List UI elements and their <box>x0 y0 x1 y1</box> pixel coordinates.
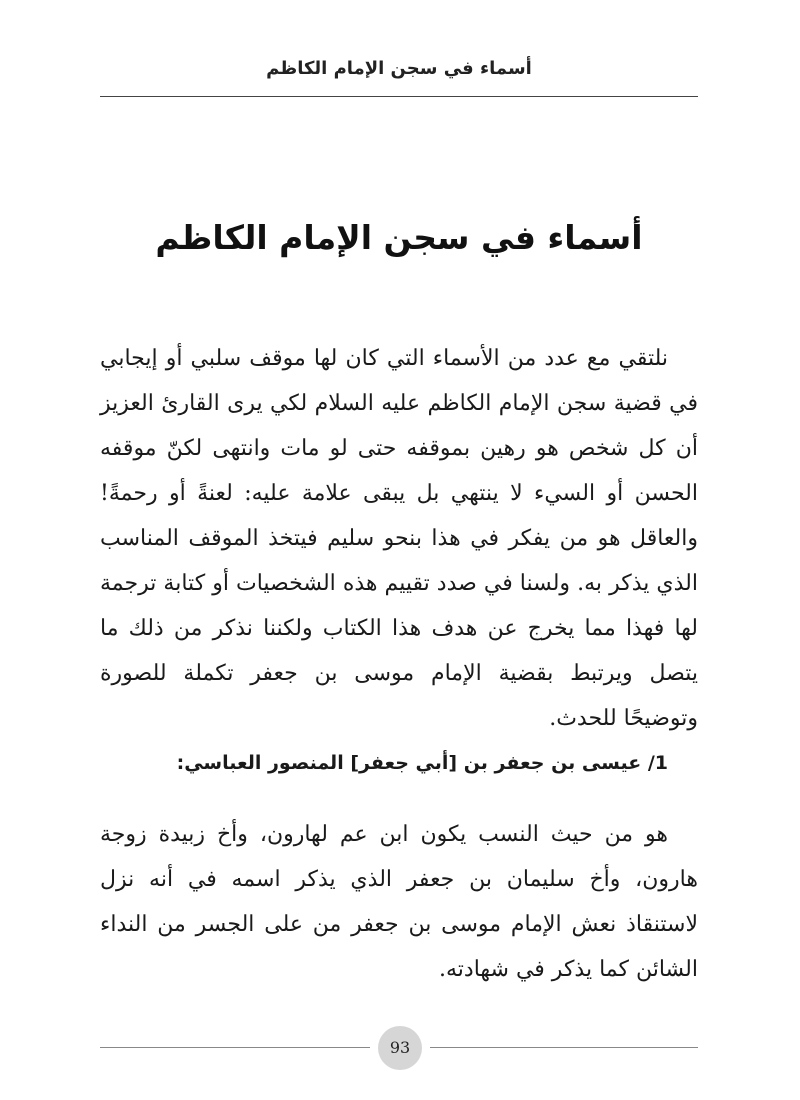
section-heading: 1/ عيسى بن جعفر بن [أبي جعفر] المنصور العباسي: <box>176 752 668 774</box>
section-text-block <box>100 812 698 992</box>
page-number-badge: 93 <box>378 1026 422 1070</box>
header-divider <box>100 96 698 97</box>
section-paragraph: هو من حيث النسب يكون ابن عم لهارون، وأخ زبيدة زوجة هارون، وأخ سليمان بن جعفر الذي يذكر اسمه في أنه نزل لاستنقاذ نعش الإمام موسى بن جعفر من على الجسر من النداء الشائن كما يذكر في شهادته. <box>100 822 698 982</box>
running-header: أسماء في سجن الإمام الكاظم <box>266 58 532 79</box>
intro-text-block <box>100 336 698 741</box>
chapter-title: أسماء في سجن الإمام الكاظم <box>155 218 643 257</box>
intro-paragraph: نلتقي مع عدد من الأسماء التي كان لها موقف سلبي أو إيجابي في قضية سجن الإمام الكاظم عليه السلام لكي يرى القارئ العزيز أن كل شخص هو رهين بموقفه حتى لو مات وانتهى لكنّ موقفه الحسن أو السيء لا ينتهي بل يبقى علامة عليه: لعنةً أو رحمةً! والعاقل هو من يفكر في هذا بنحو سليم فيتخذ الموقف المناسب الذي يذكر به. ولسنا في صدد تقييم هذه الشخصيات أو كتابة ترجمة لها فهذا مما يخرج عن هدف هذا الكتاب ولكننا نذكر من ذلك ما يتصل ويرتبط بقضية الإمام موسى بن جعفر تكملة للصورة وتوضيحًا للحدث. <box>100 346 698 731</box>
footer-divider-left <box>100 1047 370 1048</box>
footer-divider-right <box>430 1047 698 1048</box>
